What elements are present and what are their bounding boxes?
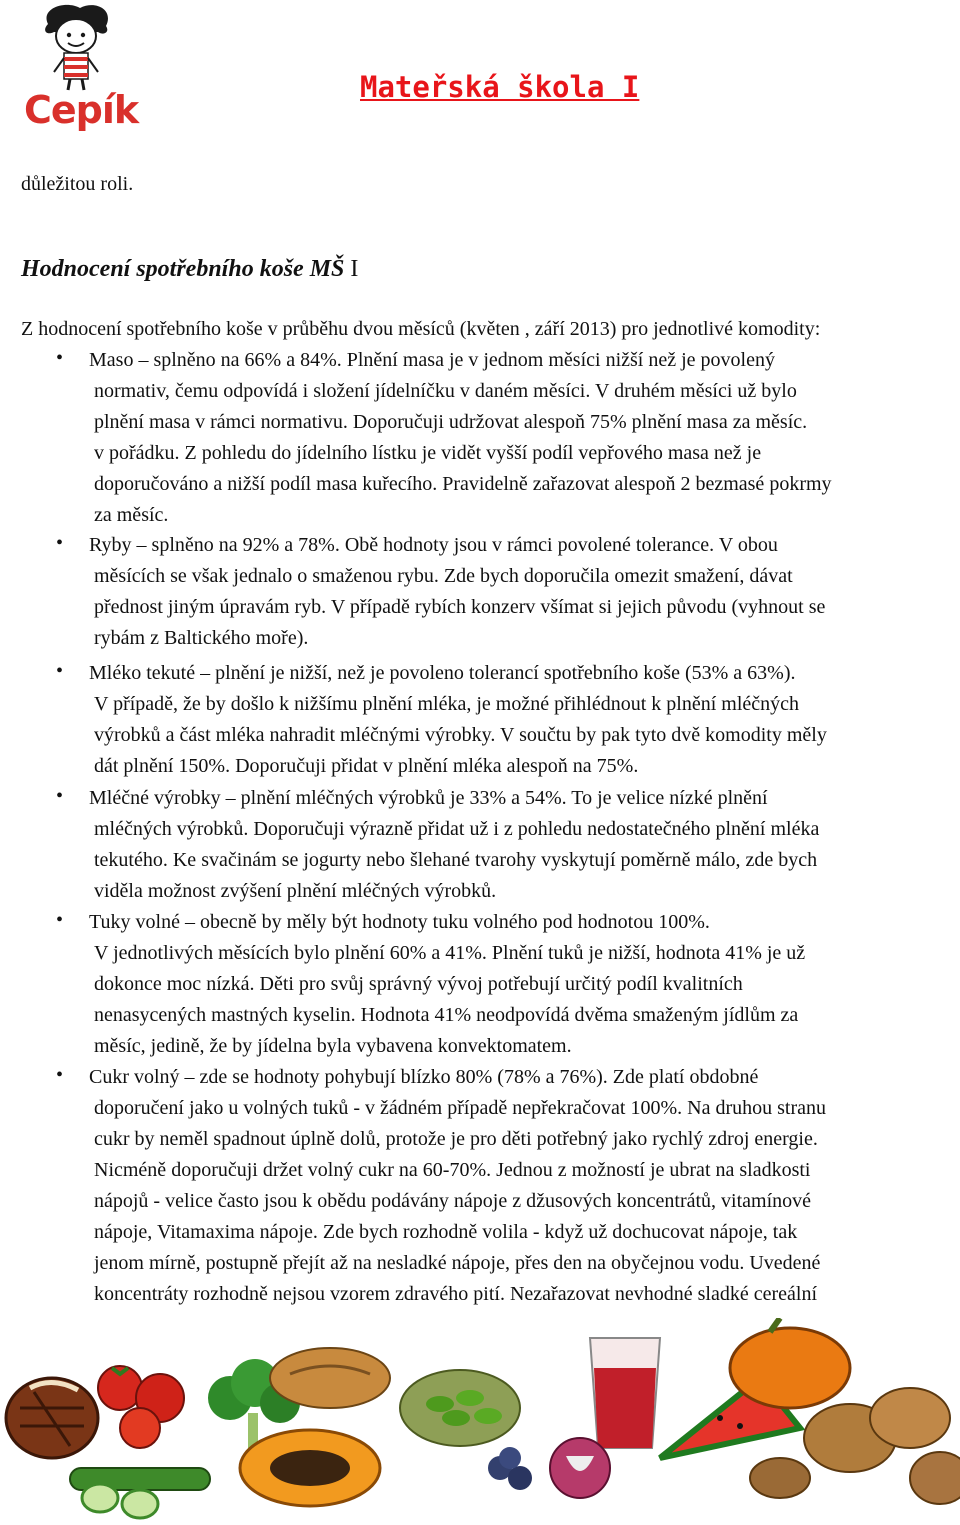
text-line: nápoje, Vitamaxima nápoje. Zde bych rozhodně volila - když už dochucovat nápoje, tak	[94, 1221, 798, 1243]
steak-icon	[6, 1378, 98, 1458]
list-item-text	[89, 907, 959, 1062]
text-line: cukr by neměl spadnout úplně dolů, protože je pro děti potřebný jako rychlý zdroj energie.	[94, 1128, 818, 1150]
bullet-icon: •	[56, 347, 64, 369]
cucumber-icon	[70, 1468, 210, 1518]
bullet-icon: •	[56, 1064, 64, 1086]
pumpkin-icon	[730, 1318, 850, 1408]
text-line: jenom mírně, postupně přejít až na nesladké nápoje, přes den na obyčejnou vodu. Uvedené	[94, 1252, 821, 1274]
list-item-text	[89, 783, 959, 907]
bullet-icon: •	[56, 785, 64, 807]
bullet-icon: •	[56, 660, 64, 682]
text-line: měsících se však jednalo o smaženou rybu. Zde bych doporučila omezit smažení, dávat	[94, 565, 793, 587]
text-line: nenasycených mastných kyselin. Hodnota 41% neodpovídá dvěma smaženým jídlům za	[94, 1004, 799, 1026]
text-line: rybám z Baltického moře).	[94, 627, 309, 649]
bullet-icon: •	[56, 909, 64, 931]
text-line: Tuky volné – obecně by měly být hodnoty tuku volného pod hodnotou 100%.	[89, 911, 710, 933]
text-line: nápojů - velice často jsou k obědu podávány nápoje z džusových koncentrátů, vitamínové	[94, 1190, 812, 1212]
text-line: tekutého. Ke svačinám se jogurty nebo šlehané tvarohy vyskytují poměrně málo, zde bych	[94, 849, 818, 871]
text-line: Ryby – splněno na 92% a 78%. Obě hodnoty jsou v rámci povolené tolerance. V obou	[89, 534, 778, 556]
text-line: V jednotlivých měsících bylo plnění 60% a 41%. Plnění tuků je nižší, hodnota 41% je už	[94, 942, 806, 964]
list-item-text	[89, 1062, 959, 1310]
text-line: Mléko tekuté – plnění je nižší, než je povoleno tolerancí spotřebního koše (53% a 63%).	[89, 662, 796, 684]
text-line: doporučováno a nižší podíl masa kuřecího. Pravidelně zařazovat alespoň 2 bezmasé pokrmy	[94, 473, 832, 495]
list-item-text	[89, 658, 959, 782]
text-line: přednost jiným úpravám ryb. V případě rybích konzerv všímat si jejich původu (vyhnout se	[94, 596, 826, 618]
text-line: viděla možnost zvýšení plnění mléčných výrobků.	[94, 880, 497, 902]
text-line: V případě, že by došlo k nižšímu plnění mléka, je možné přihlédnout k plnění mléčných	[94, 693, 800, 715]
bullet-icon: •	[56, 532, 64, 554]
juice-glass-icon	[590, 1338, 660, 1448]
summary-text: Z hodnocení spotřebního koše v průběhu dvou měsíců (květen , září 2013) pro jednotlivé komodity:	[21, 318, 821, 340]
text-line: za měsíc.	[94, 504, 169, 526]
list-item-text	[89, 345, 959, 531]
text-line: měsíc, jedině, že by jídelna byla vybavena konvektomatem.	[94, 1035, 572, 1057]
section-heading-suffix: I	[344, 256, 359, 282]
blueberries-icon	[488, 1447, 532, 1490]
text-line: doporučení jako u volných tuků - v žádném případě nepřekračovat 100%. Na druhou stranu	[94, 1097, 826, 1119]
section-heading-italic: Hodnocení spotřebního koše MŠ	[21, 256, 345, 282]
intro-text: důležitou roli.	[21, 173, 134, 195]
text-line: Maso – splněno na 66% a 84%. Plnění masa je v jednom měsíci nižší než je povolený	[89, 349, 775, 371]
logo-text: Cepík	[24, 88, 139, 132]
school-logo	[18, 2, 139, 140]
turnip-icon	[550, 1438, 610, 1498]
text-line: dokonce moc nízká. Děti pro svůj správný vývoj potřebují určitý podíl kvalitních	[94, 973, 743, 995]
food-illustration	[0, 1318, 960, 1525]
text-line: v pořádku. Z pohledu do jídelního lístku je vidět vyšší podíl vepřového masa než je	[94, 442, 762, 464]
text-line: normativ, čemu odpovídá i složení jídelníčku v daném měsíci. V druhém měsíci už bylo	[94, 380, 797, 402]
bread-icon	[270, 1348, 390, 1408]
text-line: mléčných výrobků. Doporučuji výrazně přidat už i z pohledu nedostatečného plnění mléka	[94, 818, 820, 840]
tomato-icon	[98, 1366, 184, 1448]
papaya-icon	[240, 1430, 380, 1506]
text-line: koncentráty rozhodně nejsou vzorem zdravého pití. Nezařazovat nevhodné sladké cereální	[94, 1283, 818, 1305]
text-line: Mléčné výrobky – plnění mléčných výrobků je 33% a 54%. To je velice nízké plnění	[89, 787, 768, 809]
text-line: Cukr volný – zde se hodnoty pohybují blízko 80% (78% a 76%). Zde platí obdobné	[89, 1066, 759, 1088]
text-line: Nicméně doporučuji držet volný cukr na 60-70%. Jednou z možností je ubrat na sladkosti	[94, 1159, 811, 1181]
section-heading	[21, 256, 358, 283]
edamame-icon	[400, 1370, 520, 1446]
text-line: dát plnění 150%. Doporučuji přidat v plnění mléka alespoň na 75%.	[94, 755, 639, 777]
page-title: Mateřská škola I	[360, 70, 640, 104]
child-mascot-icon	[18, 2, 130, 92]
list-item-text	[89, 530, 959, 654]
text-line: výrobků a část mléka nahradit mléčnými výrobky. V součtu by pak tyto dvě komodity měly	[94, 724, 827, 746]
text-line: plnění masa v rámci normativu. Doporučuji udržovat alespoň 75% plnění masa za měsíc.	[94, 411, 808, 433]
